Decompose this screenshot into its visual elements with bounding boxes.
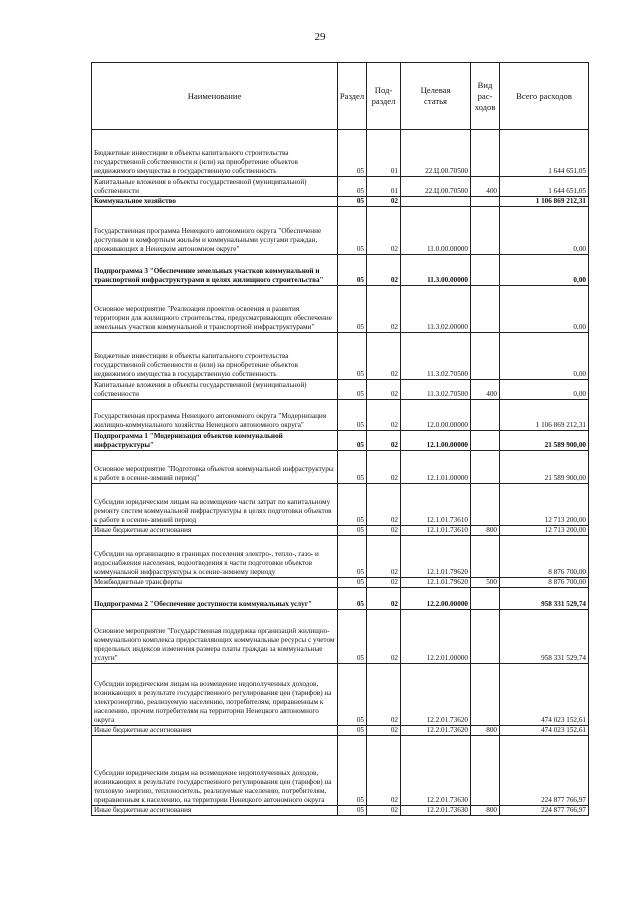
col-header-total: Всего расходов [500,63,589,130]
row-section: 05 [338,526,367,536]
row-target: 12.0.00.00000 [401,400,471,431]
row-subsection: 02 [367,536,401,578]
row-total: 8 876 700,00 [500,536,589,578]
table-row [92,588,589,610]
row-section: 05 [338,610,367,664]
row-target: 22.Ц.00.70500 [401,130,471,177]
row-name: Коммунальное хозяйство [92,197,338,207]
col-header-name: Наименование [92,63,338,130]
row-subsection: 02 [367,726,401,736]
row-section: 05 [338,177,367,197]
row-target: 11.3.00.00000 [401,255,471,286]
row-name: Капитальные вложения в объекты государственной (муниципальной) собственности [92,380,338,400]
row-type [471,451,500,484]
row-section: 05 [338,484,367,526]
row-type [471,536,500,578]
row-name: Субсидии юридическим лицам на возмещение недополученных доходов, возникающих в результате государственного регулирования цен (тарифов) на электроэнергию, реализуемую населению, потребителям, приравненным к населению, прочим потребителям на территории Ненецкого автономного округа [92,664,338,726]
row-section: 05 [338,380,367,400]
row-section: 05 [338,255,367,286]
row-subsection: 02 [367,806,401,816]
page-number: 29 [314,31,326,43]
row-name: Субсидии юридическим лицам на возмещение недополученных доходов, возникающих в результате государственного регулирования цен (тарифов) на тепловую энергию, теплоноситель, реализуемые населению, потребителям, приравненным к населению, на территории Ненецкого автономного округа [92,736,338,806]
row-section: 05 [338,207,367,255]
row-total: 0,00 [500,207,589,255]
row-section: 05 [338,400,367,431]
row-subsection: 02 [367,526,401,536]
row-section: 05 [338,578,367,588]
row-total: 0,00 [500,286,589,333]
row-subsection: 02 [367,484,401,526]
row-name: Межбюджетные трансферты [92,578,338,588]
row-total: 474 023 152,61 [500,664,589,726]
row-total: 1 106 869 212,31 [500,197,589,207]
row-subsection: 02 [367,333,401,380]
row-subsection: 02 [367,610,401,664]
row-total: 224 877 766,97 [500,736,589,806]
row-subsection: 02 [367,431,401,451]
row-name: Бюджетные инвестиции в объекты капитального строительства государственной собственности и (или) на приобретение объектов недвижимого имущества в государственную собственность [92,130,338,177]
table-row [92,536,589,578]
row-target: 12.1.01.79620 [401,536,471,578]
row-name: Государственная программа Ненецкого автономного округа "Модернизация жилищно-коммунального хозяйства Ненецкого автономного округа" [92,400,338,431]
row-subsection: 02 [367,207,401,255]
table-header-row [92,63,589,130]
row-total: 0,00 [500,380,589,400]
row-subsection: 02 [367,380,401,400]
row-subsection: 01 [367,130,401,177]
table-row [92,736,589,806]
row-name: Основное мероприятие "Подготовка объектов коммунальной инфраструктуры к работе в осенне-зимний период" [92,451,338,484]
table-row [92,400,589,431]
row-target: 11.3.02.70500 [401,333,471,380]
row-type: 400 [471,177,500,197]
row-type [471,400,500,431]
row-target: 12.1.01.73610 [401,484,471,526]
row-type [471,610,500,664]
table-row [92,130,589,177]
row-type [471,736,500,806]
row-total: 8 876 700,00 [500,578,589,588]
row-target [401,197,471,207]
table-row [92,431,589,451]
row-name: Основное мероприятие "Государственная поддержка организаций жилищно-коммунального комплекса предоставляющих коммунальные ресурсы с учетом предельных индексов изменения размера платы граждан за коммунальные услуги" [92,610,338,664]
row-type [471,484,500,526]
row-subsection: 01 [367,177,401,197]
row-type: 800 [471,726,500,736]
table-row [92,177,589,197]
row-section: 05 [338,664,367,726]
row-name: Основное мероприятие "Реализация проектов освоения и развития территории для жилищного строительства, предусматривающих обеспечение земельных участков коммунальной и транспортной инфраструктурами" [92,286,338,333]
row-target: 22.Ц.00.70500 [401,177,471,197]
table-row [92,726,589,736]
row-target: 12.1.01.00000 [401,451,471,484]
row-section: 05 [338,286,367,333]
row-target: 12.2.01.00000 [401,610,471,664]
row-total: 21 589 900,00 [500,451,589,484]
row-target: 12.1.00.00000 [401,431,471,451]
row-name: Подпрограмма 1 "Модернизация объектов коммунальной инфраструктуры" [92,431,338,451]
row-type [471,197,500,207]
row-type [471,286,500,333]
col-header-section: Раздел [338,63,367,130]
row-subsection: 02 [367,451,401,484]
row-subsection: 02 [367,255,401,286]
row-subsection: 02 [367,588,401,610]
row-section: 05 [338,130,367,177]
row-name: Иные бюджетные ассигнования [92,806,338,816]
row-name: Государственная программа Ненецкого автономного округа "Обеспечение доступным и комфортным жильём и коммунальными услугами граждан, проживающих в Ненецком автономном округе" [92,207,338,255]
row-type: 800 [471,526,500,536]
row-subsection: 02 [367,736,401,806]
row-total: 21 589 900,00 [500,431,589,451]
row-section: 05 [338,197,367,207]
row-type: 800 [471,806,500,816]
table-row [92,484,589,526]
row-section: 05 [338,736,367,806]
row-total: 958 331 529,74 [500,588,589,610]
row-total: 12 713 200,00 [500,484,589,526]
row-target: 12.2.00.00000 [401,588,471,610]
row-section: 05 [338,726,367,736]
row-target: 11.3.02.70500 [401,380,471,400]
row-total: 1 644 651,05 [500,177,589,197]
row-total: 1 106 869 212,31 [500,400,589,431]
table-row [92,207,589,255]
table-row [92,664,589,726]
row-total: 12 713 200,00 [500,526,589,536]
row-name: Иные бюджетные ассигнования [92,726,338,736]
row-section: 05 [338,431,367,451]
table-row [92,578,589,588]
row-type [471,431,500,451]
row-total: 1 644 651,05 [500,130,589,177]
col-header-type: Вид рас- ходов [471,63,500,130]
row-total: 224 877 766,97 [500,806,589,816]
row-total: 474 023 152,61 [500,726,589,736]
row-name: Субсидии юридическим лицам на возмещение части затрат по капитальному ремонту систем коммунальной инфраструктуры в целях подготовки объектов к работе в осенне-зимний период [92,484,338,526]
row-section: 05 [338,588,367,610]
row-target: 11.0.00.00000 [401,207,471,255]
row-type [471,333,500,380]
budget-table [91,62,589,816]
row-type: 500 [471,578,500,588]
row-subsection: 02 [367,286,401,333]
row-total: 958 331 529,74 [500,610,589,664]
row-target: 12.1.01.73610 [401,526,471,536]
row-subsection: 02 [367,400,401,431]
row-subsection: 02 [367,664,401,726]
row-name: Бюджетные инвестиции в объекты капитального строительства государственной собственности и (или) на приобретение объектов недвижимого имущества в государственную собственность [92,333,338,380]
row-name: Подпрограмма 2 "Обеспечение доступности коммунальных услуг" [92,588,338,610]
row-total: 0,00 [500,255,589,286]
row-name: Подпрограмма 3 "Обеспечение земельных участков коммунальной и транспортной инфраструктурами в целях жилищного строительства" [92,255,338,286]
row-name: Иные бюджетные ассигнования [92,526,338,536]
col-header-target: Целевая статья [401,63,471,130]
row-target: 12.2.01.73620 [401,726,471,736]
table-row [92,526,589,536]
row-type: 400 [471,380,500,400]
row-type [471,130,500,177]
table-row [92,806,589,816]
table-row [92,333,589,380]
row-section: 05 [338,333,367,380]
row-total: 0,00 [500,333,589,380]
table-row [92,380,589,400]
row-type [471,664,500,726]
row-target: 11.3.02.00000 [401,286,471,333]
row-name: Капитальные вложения в объекты государственной (муниципальной) собственности [92,177,338,197]
row-section: 05 [338,536,367,578]
col-header-subsection: Под- раздел [367,63,401,130]
row-section: 05 [338,806,367,816]
row-type [471,588,500,610]
table-row [92,255,589,286]
table-row [92,610,589,664]
table-body [92,130,589,816]
row-target: 12.2.01.73630 [401,736,471,806]
row-target: 12.2.01.73620 [401,664,471,726]
table-row [92,451,589,484]
row-target: 12.2.01.73630 [401,806,471,816]
row-subsection: 02 [367,197,401,207]
row-name: Субсидии на организацию в границах поселения электро-, тепло-, газо- и водоснабжения населения, водоотведения в части подготовки объектов коммунальной инфраструктуры к осенне-зимнему периоду [92,536,338,578]
table-row [92,286,589,333]
row-section: 05 [338,451,367,484]
row-subsection: 02 [367,578,401,588]
row-type [471,255,500,286]
table-row [92,197,589,207]
row-target: 12.1.01.79620 [401,578,471,588]
row-type [471,207,500,255]
